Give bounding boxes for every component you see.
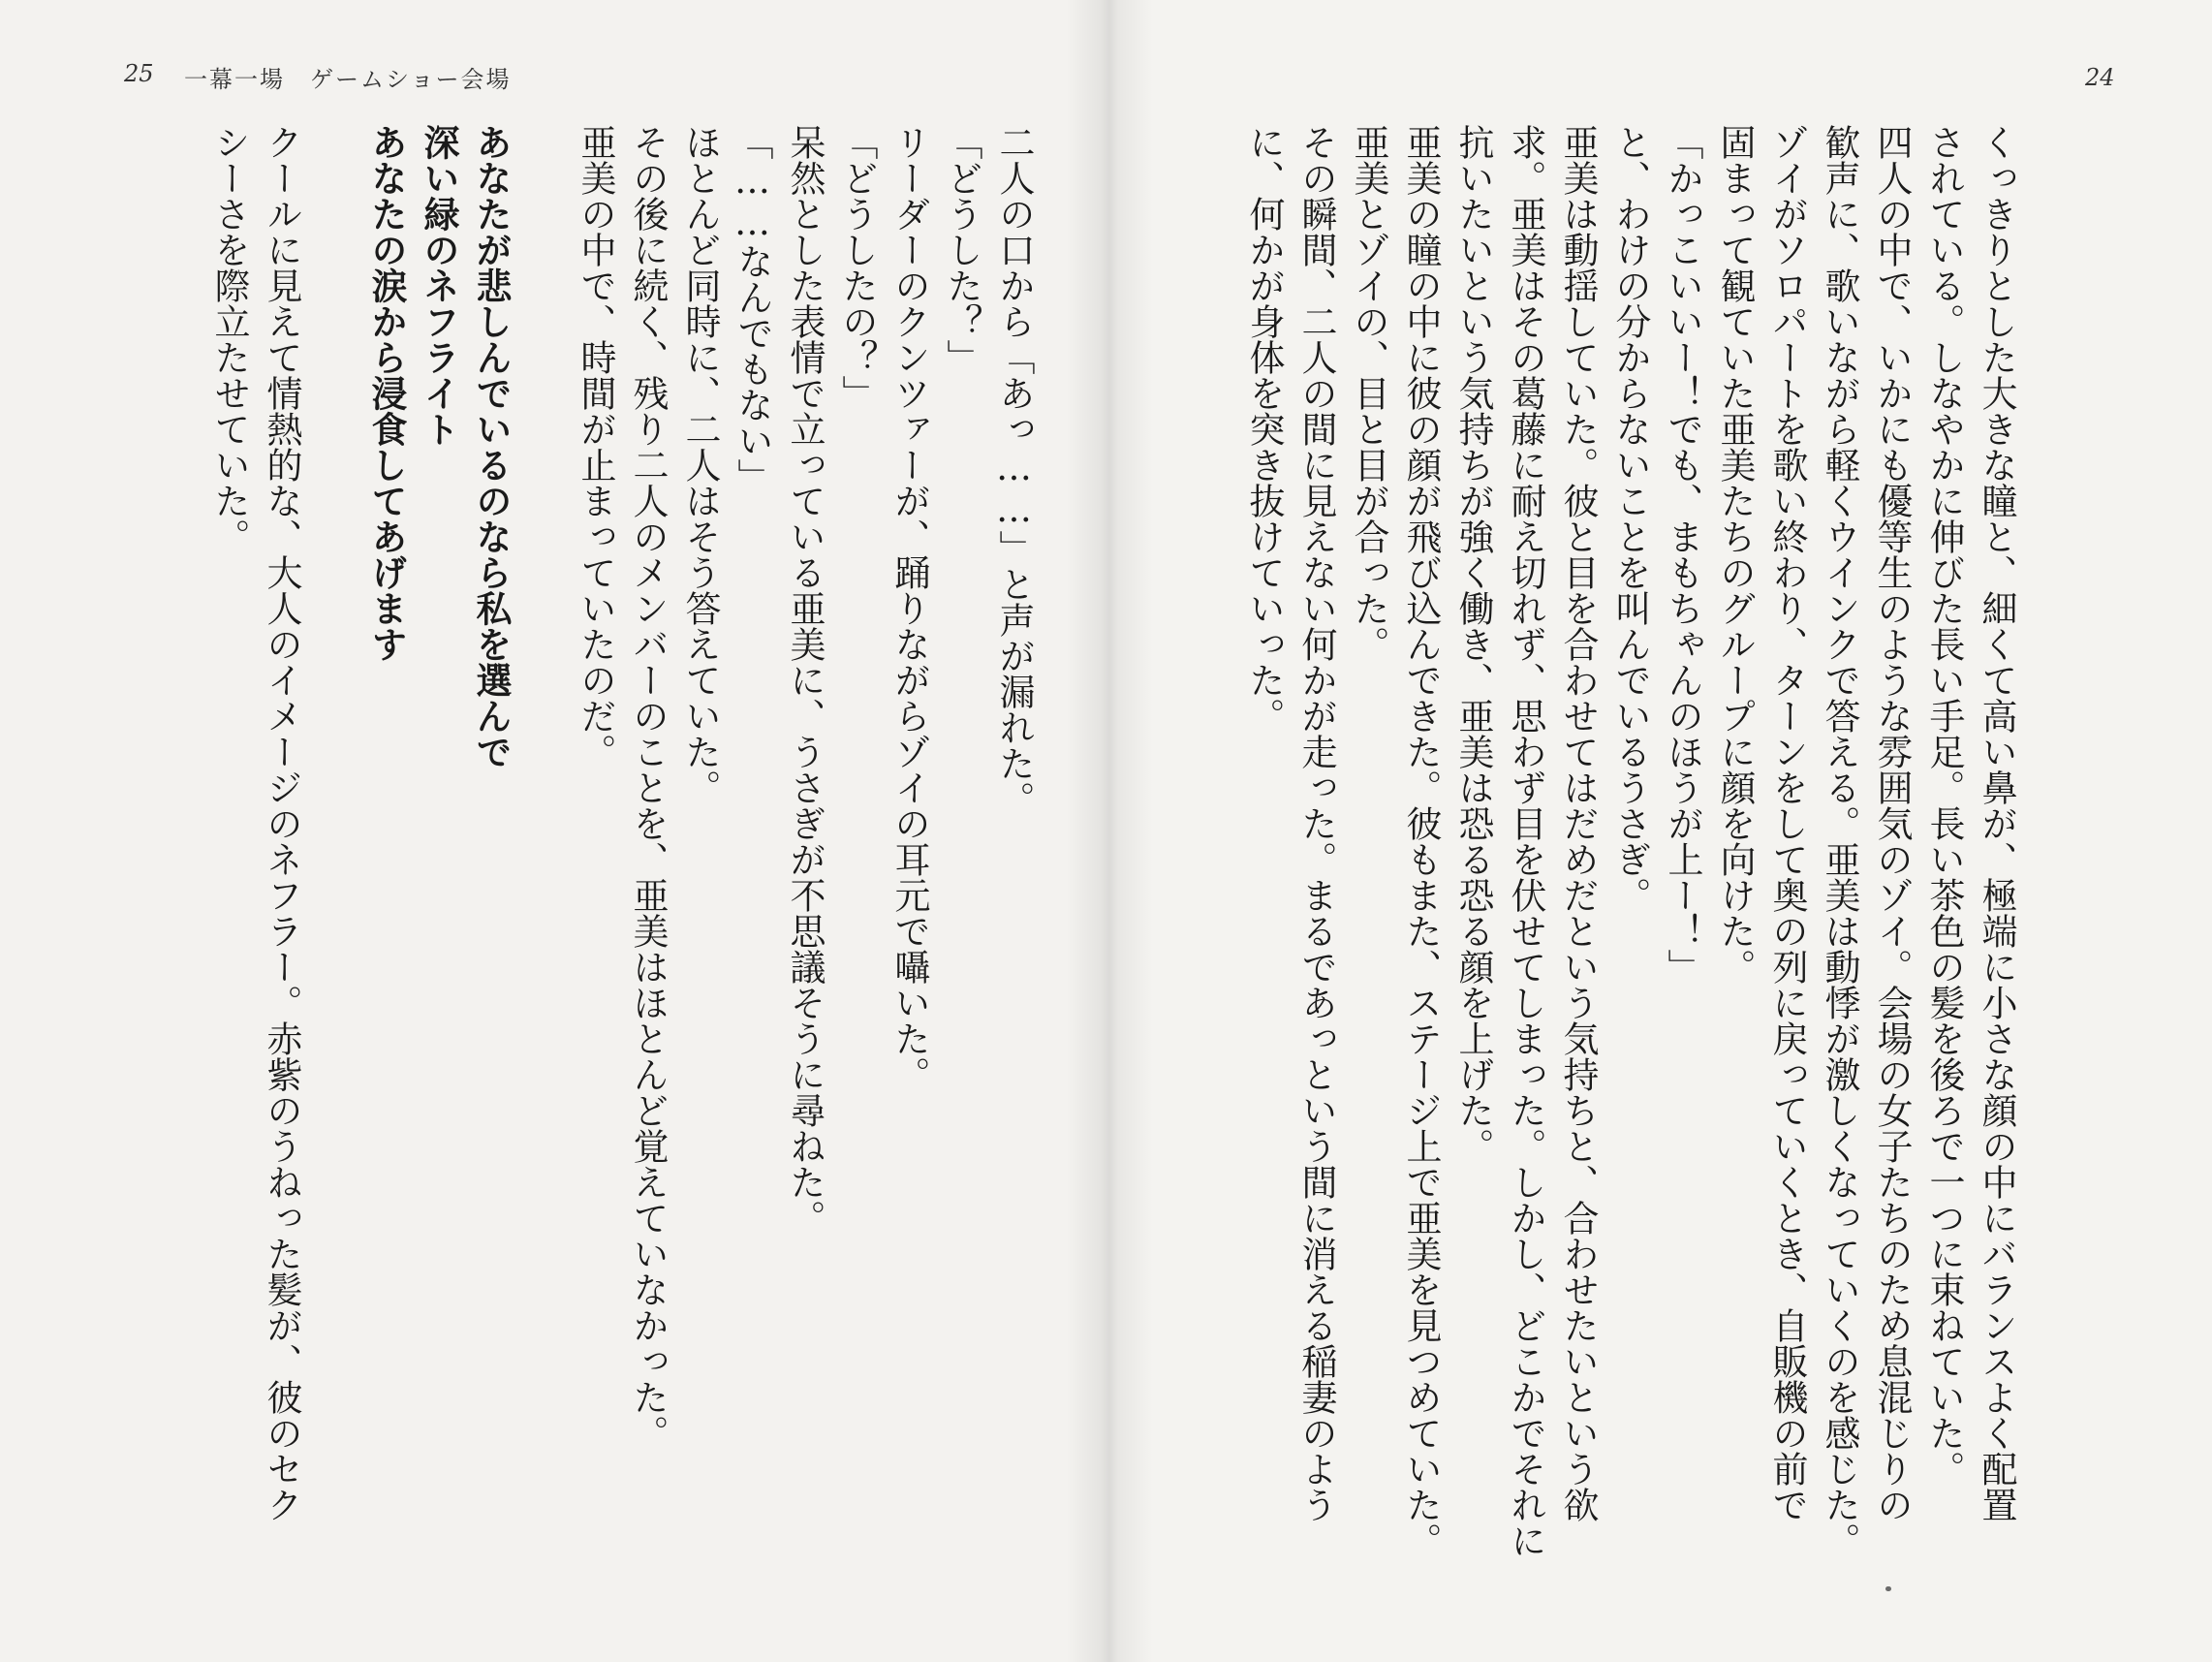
poem-line: あなたの涙から浸食してあげます	[365, 124, 407, 662]
page-number-left: 25	[124, 60, 154, 87]
text-column: 亜美の瞳の中に彼の顔が飛び込んできた。彼もまた、ステージ上で亜美を見つめていた。	[1400, 124, 1442, 1558]
text-column: 呆然とした表情で立っている亜美に、うさぎが不思議そうに尋ねた。	[784, 124, 826, 1236]
text-column: 固まって観ていた亜美たちのグループに顔を向けた。	[1714, 124, 1756, 985]
text-column: ほとんど同時に、二人はそう答えていた。	[679, 124, 721, 805]
text-column: 「……なんでもない」	[732, 124, 773, 494]
text-column: 亜美は動揺していた。彼と目を合わせてはだめだという気持ちと、合わせたいという欲	[1557, 124, 1599, 1522]
text-column: と、わけの分からないことを叫んでいるうさぎ。	[1609, 124, 1651, 913]
text-column: 二人の口から「あっ……」と声が漏れた。	[993, 124, 1035, 817]
text-column: 抗いたいという気持ちが強く働き、亜美は恐る恐る顔を上げた。	[1452, 124, 1494, 1164]
text-column: 亜美とゾイの、目と目が合った。	[1348, 124, 1389, 662]
text-column: リーダーのクンツァーが、踊りながらゾイの耳元で囁いた。	[888, 124, 930, 1092]
text-column: その瞬間、二人の間に見えない何かが走った。まるであっという間に消える稲妻のよう	[1295, 124, 1337, 1522]
text-column: その後に続く、残り二人のメンバーのことを、亜美はほとんど覚えていなかった。	[627, 124, 669, 1451]
text-column: シーさを際立たせていた。	[208, 124, 250, 554]
page-number-right: 24	[2085, 64, 2115, 91]
paper-speck	[1885, 1586, 1891, 1591]
poem-line: 深い緑のネフライト	[418, 124, 459, 447]
text-column: 「どうしたの？」	[836, 124, 878, 411]
text-column: ゾイがソロパートを歌い終わり、ターンをして奥の列に戻っていくとき、自販機の前で	[1766, 124, 1808, 1522]
text-column: クールに見えて情熱的な、大人のイメージのネフラー。赤紫のうねった髪が、彼のセク	[261, 124, 302, 1522]
text-column: 歓声に、歌いながら軽くウインクで答える。亜美は動悸が激しくなっていくのを感じた。	[1819, 124, 1860, 1558]
text-column: 四人の中で、いかにも優等生のような雰囲気のゾイ。会場の女子たちのため息混じりの	[1871, 124, 1913, 1522]
text-column: 求。亜美はその葛藤に耐え切れず、思わず目を伏せてしまった。しかし、どこかでそれに	[1505, 124, 1546, 1558]
poem-line: あなたが悲しんでいるのなら私を選んで	[470, 124, 512, 769]
show-through-left	[163, 145, 200, 1502]
text-column: 「どうした？」	[941, 124, 982, 375]
text-column: されている。しなやかに伸びた長い手足。長い茶色の髪を後ろで一つに束ねていた。	[1923, 124, 1965, 1487]
running-head: 一幕一場 ゲームショー会場	[184, 66, 512, 93]
text-column: 「かっこいいー！でも、まもちゃんのほうが上ー！」	[1662, 124, 1703, 985]
text-column: くっきりとした大きな瞳と、細くて高い鼻が、極端に小さな顔の中にバランスよく配置	[1976, 124, 2017, 1522]
text-column: 亜美の中で、時間が止まっていたのだ。	[575, 124, 616, 769]
text-column: に、何かが身体を突き抜けていった。	[1243, 124, 1285, 734]
